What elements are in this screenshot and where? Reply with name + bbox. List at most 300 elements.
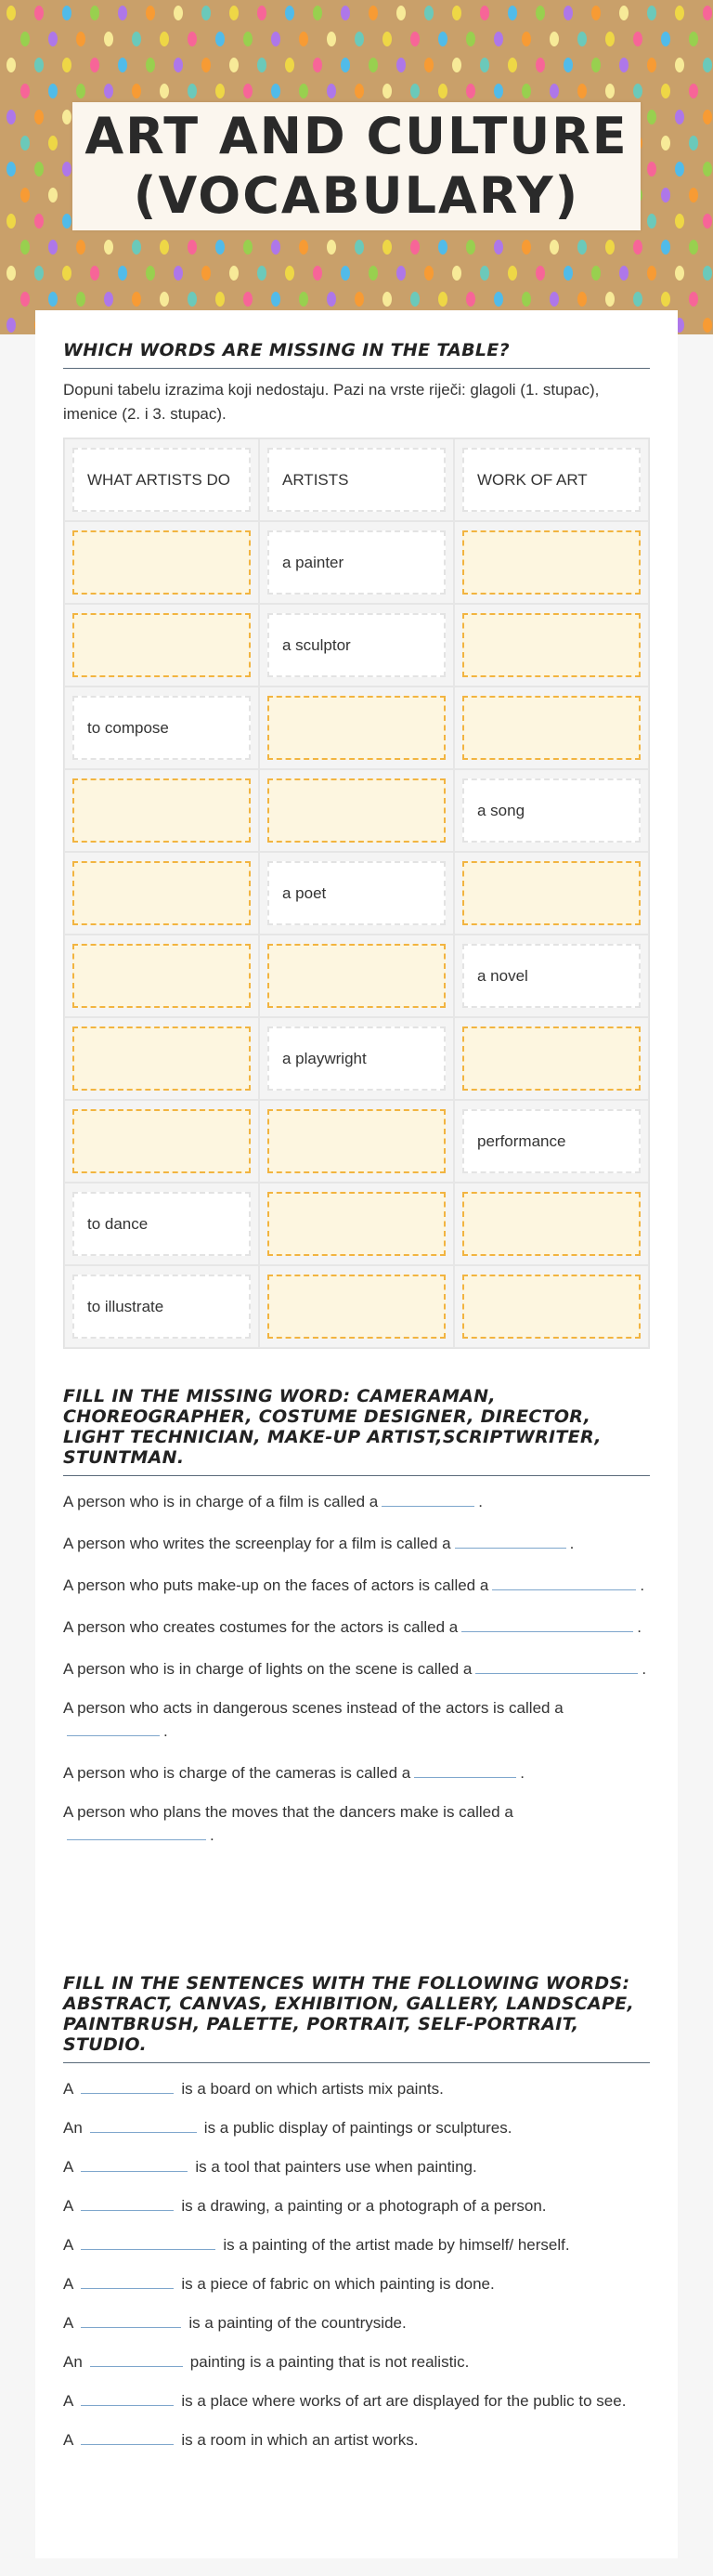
sentence <box>63 1698 650 1742</box>
dot <box>410 292 420 307</box>
dot <box>452 58 461 72</box>
dot <box>48 136 58 150</box>
section-missing-word <box>63 1386 650 1864</box>
table-row <box>64 1017 649 1100</box>
dot <box>118 6 127 20</box>
dot <box>675 162 684 177</box>
column-header: WHAT ARTISTS DO <box>72 448 251 512</box>
dot <box>174 266 183 281</box>
sentence-start: A <box>63 2314 74 2332</box>
dot <box>243 32 253 46</box>
table-cell <box>454 686 649 769</box>
answer-blank[interactable] <box>81 2271 174 2289</box>
table-cell <box>259 438 454 521</box>
dot <box>215 292 225 307</box>
dot <box>104 32 113 46</box>
sentence <box>63 2271 650 2295</box>
column-header: ARTISTS <box>267 448 446 512</box>
table-row <box>64 1100 649 1183</box>
dot <box>633 32 642 46</box>
dot <box>661 84 670 98</box>
dot <box>703 110 712 124</box>
answer-blank[interactable] <box>455 1531 566 1549</box>
dot <box>410 240 420 255</box>
answer-blank[interactable] <box>492 1573 636 1590</box>
dot <box>285 266 294 281</box>
dot <box>34 110 44 124</box>
dot <box>438 84 447 98</box>
dot <box>494 292 503 307</box>
sentence-start: A <box>63 2431 74 2449</box>
dot <box>369 6 378 20</box>
dot <box>508 58 517 72</box>
dot <box>62 6 71 20</box>
dot <box>591 6 601 20</box>
sentence <box>63 1531 650 1554</box>
dot <box>689 292 698 307</box>
section1-heading: WHICH WORDS ARE MISSING IN THE TABLE? <box>63 340 650 369</box>
dot <box>188 84 197 98</box>
table-row <box>64 1183 649 1265</box>
dot <box>76 292 85 307</box>
dot <box>118 58 127 72</box>
dot <box>299 292 308 307</box>
table-cell <box>454 1100 649 1183</box>
dot <box>605 292 615 307</box>
dot <box>341 6 350 20</box>
dot <box>633 292 642 307</box>
answer-blank[interactable] <box>81 2076 174 2094</box>
column-header: WORK OF ART <box>462 448 641 512</box>
dot <box>633 240 642 255</box>
section-table <box>63 340 650 1349</box>
table-cell <box>259 935 454 1017</box>
dot <box>90 58 99 72</box>
sentence-text: A person who is charge of the cameras is called a <box>63 1764 411 1782</box>
dot <box>619 6 629 20</box>
dot <box>466 292 475 307</box>
dot <box>564 6 573 20</box>
dot <box>703 318 712 333</box>
dot <box>146 266 155 281</box>
dot <box>132 84 141 98</box>
dot <box>522 292 531 307</box>
table-cell <box>454 604 649 686</box>
answer-blank[interactable] <box>81 2193 174 2211</box>
sentence <box>63 2310 650 2334</box>
table-cell <box>64 1183 259 1265</box>
dot <box>174 6 183 20</box>
dot <box>34 58 44 72</box>
dot <box>536 58 545 72</box>
answer-blank[interactable] <box>67 1823 206 1840</box>
dot <box>160 240 169 255</box>
sentence-text: painting is a painting that is not realistic. <box>189 2353 470 2371</box>
given-word: performance <box>462 1109 641 1173</box>
sentence-start: A <box>63 2236 74 2254</box>
dot <box>146 58 155 72</box>
dot <box>410 84 420 98</box>
table-cell <box>454 935 649 1017</box>
table-cell <box>259 1183 454 1265</box>
dot <box>160 84 169 98</box>
dot <box>34 6 44 20</box>
dot <box>160 32 169 46</box>
sentence-end: . <box>637 1618 642 1636</box>
dot <box>703 162 712 177</box>
table-cell <box>259 1100 454 1183</box>
dot <box>48 188 58 203</box>
answer-box[interactable] <box>72 613 251 677</box>
dot <box>424 266 434 281</box>
dot <box>577 240 587 255</box>
dot <box>661 136 670 150</box>
sentence <box>63 1760 650 1784</box>
sentence-start: A <box>63 2197 74 2215</box>
given-word: a poet <box>267 861 446 925</box>
dot <box>703 6 712 20</box>
table-row <box>64 1265 649 1348</box>
sentence <box>63 2154 650 2177</box>
dot <box>174 58 183 72</box>
sentence-text: is a board on which artists mix paints. <box>181 2080 444 2098</box>
dot <box>271 84 280 98</box>
dot <box>62 110 71 124</box>
dot <box>201 266 211 281</box>
sentence <box>63 2349 650 2373</box>
dot <box>271 240 280 255</box>
sentence-end: . <box>478 1493 483 1510</box>
dot <box>647 58 656 72</box>
dot <box>647 162 656 177</box>
dot <box>62 58 71 72</box>
answer-box[interactable] <box>72 530 251 595</box>
answer-box[interactable] <box>462 696 641 760</box>
dot <box>577 32 587 46</box>
answer-blank[interactable] <box>90 2115 197 2133</box>
dot <box>299 32 308 46</box>
table-cell <box>259 604 454 686</box>
dot <box>188 32 197 46</box>
sentence <box>63 1656 650 1680</box>
dot <box>466 240 475 255</box>
table-row <box>64 604 649 686</box>
dot <box>257 58 266 72</box>
dot <box>647 6 656 20</box>
table-cell <box>64 1017 259 1100</box>
dot <box>703 266 712 281</box>
dot <box>550 292 559 307</box>
answer-blank[interactable] <box>81 2388 174 2406</box>
dot <box>675 6 684 20</box>
dot <box>382 32 392 46</box>
dot <box>577 84 587 98</box>
section3-heading: FILL IN THE SENTENCES WITH THE FOLLOWING WORDS: ABSTRACT, CANVAS, EXHIBITION, GALLERY, LANDSCAPE, PAINTBRUSH, PALETTE, PORTRAIT, SELF-PORTRAIT, STUDIO. <box>63 1973 650 2063</box>
answer-blank[interactable] <box>414 1760 516 1778</box>
answer-blank[interactable] <box>382 1489 474 1507</box>
dot <box>48 84 58 98</box>
sentence-start: A <box>63 2275 74 2293</box>
dot <box>466 32 475 46</box>
answer-box[interactable] <box>267 1109 446 1173</box>
sentence-text: A person who plans the moves that the dancers make is called a <box>63 1803 513 1821</box>
dot <box>369 58 378 72</box>
dot <box>243 84 253 98</box>
dot <box>703 214 712 229</box>
dot <box>675 266 684 281</box>
page-title-line2: (VOCABULARY) <box>133 166 580 225</box>
answer-blank[interactable] <box>81 2427 174 2445</box>
given-word: a song <box>462 778 641 843</box>
dot <box>536 6 545 20</box>
given-word: a sculptor <box>267 613 446 677</box>
dot <box>229 6 239 20</box>
table-cell <box>64 935 259 1017</box>
table-row <box>64 686 649 769</box>
dot <box>647 110 656 124</box>
dot <box>146 6 155 20</box>
dot <box>285 58 294 72</box>
table-row <box>64 521 649 604</box>
answer-box[interactable] <box>462 1275 641 1339</box>
dot <box>6 162 16 177</box>
answer-blank[interactable] <box>67 1719 160 1736</box>
dot <box>48 292 58 307</box>
sentence-text: A person who puts make-up on the faces of actors is called a <box>63 1576 489 1594</box>
dot <box>382 292 392 307</box>
answer-box[interactable] <box>267 944 446 1008</box>
dot <box>62 162 71 177</box>
answer-box[interactable] <box>267 1275 446 1339</box>
dot <box>508 6 517 20</box>
dot <box>243 240 253 255</box>
answer-box[interactable] <box>462 861 641 925</box>
table-cell <box>64 521 259 604</box>
section2-heading: FILL IN THE MISSING WORD: CAMERAMAN, CHOREOGRAPHER, COSTUME DESIGNER, DIRECTOR, LIGHT TECHNICIAN, MAKE-UP ARTIST,SCRIPTWRITER, STUNTMAN. <box>63 1386 650 1476</box>
sentence-end: . <box>642 1660 647 1678</box>
answer-box[interactable] <box>267 778 446 843</box>
dot <box>6 58 16 72</box>
dot <box>76 32 85 46</box>
sentence-text: A person who is in charge of a film is called a <box>63 1493 379 1510</box>
dot <box>647 266 656 281</box>
dot <box>34 214 44 229</box>
dot <box>355 84 364 98</box>
dot <box>201 6 211 20</box>
dot <box>452 266 461 281</box>
dot <box>355 240 364 255</box>
dot <box>299 240 308 255</box>
dot <box>229 266 239 281</box>
answer-box[interactable] <box>462 613 641 677</box>
dot <box>299 84 308 98</box>
dot <box>661 188 670 203</box>
dot <box>661 32 670 46</box>
dot <box>355 32 364 46</box>
table-row <box>64 935 649 1017</box>
given-word: a novel <box>462 944 641 1008</box>
answer-box[interactable] <box>72 1109 251 1173</box>
table-cell <box>259 852 454 935</box>
dot <box>647 214 656 229</box>
dot <box>675 58 684 72</box>
dot <box>591 266 601 281</box>
table-cell <box>64 852 259 935</box>
answer-box[interactable] <box>72 778 251 843</box>
dot <box>20 136 30 150</box>
answer-box[interactable] <box>267 696 446 760</box>
dot <box>522 84 531 98</box>
answer-blank[interactable] <box>461 1615 633 1632</box>
given-word: to dance <box>72 1192 251 1256</box>
dot <box>661 240 670 255</box>
table-cell <box>64 604 259 686</box>
sentence <box>63 1573 650 1596</box>
sentence-start: A <box>63 2080 74 2098</box>
dot <box>480 6 489 20</box>
table-cell <box>259 769 454 852</box>
dot <box>20 292 30 307</box>
dot <box>480 58 489 72</box>
dot <box>661 292 670 307</box>
dot <box>550 84 559 98</box>
dot <box>410 32 420 46</box>
answer-blank[interactable] <box>81 2310 181 2328</box>
table-cell <box>259 1265 454 1348</box>
given-word: a playwright <box>267 1026 446 1091</box>
answer-box[interactable] <box>72 1026 251 1091</box>
sentence-end: . <box>210 1826 214 1844</box>
dot <box>341 266 350 281</box>
dot <box>76 84 85 98</box>
dot <box>452 6 461 20</box>
dot <box>201 58 211 72</box>
dot <box>564 266 573 281</box>
dot <box>132 292 141 307</box>
dot <box>104 84 113 98</box>
dot <box>605 84 615 98</box>
dot <box>257 266 266 281</box>
dot <box>6 6 16 20</box>
dot <box>438 292 447 307</box>
sentence <box>63 2232 650 2256</box>
answer-blank[interactable] <box>81 2232 215 2250</box>
dot <box>188 240 197 255</box>
sentence-text: is a piece of fabric on which painting is done. <box>181 2275 495 2293</box>
answer-box[interactable] <box>462 530 641 595</box>
sentence-text: is a tool that painters use when painting. <box>195 2158 477 2176</box>
dot <box>6 110 16 124</box>
dot <box>104 240 113 255</box>
sentence <box>63 2427 650 2451</box>
sentence-end: . <box>640 1576 645 1594</box>
dot <box>34 162 44 177</box>
sentence <box>63 2388 650 2412</box>
dot <box>34 266 44 281</box>
table-row <box>64 769 649 852</box>
sentence <box>63 2115 650 2138</box>
sentence-text: A person who creates costumes for the actors is called a <box>63 1618 459 1636</box>
dot <box>508 266 517 281</box>
dot <box>313 6 322 20</box>
title-box <box>72 102 641 230</box>
dot <box>438 240 447 255</box>
sentence-start: An <box>63 2119 83 2137</box>
table-cell <box>454 1183 649 1265</box>
worksheet-card <box>35 310 678 2558</box>
dot <box>382 240 392 255</box>
table-header-row <box>64 438 649 521</box>
dot <box>605 240 615 255</box>
dot <box>689 240 698 255</box>
dot <box>90 266 99 281</box>
answer-blank[interactable] <box>475 1656 638 1674</box>
sentence-text: A person who is in charge of lights on the scene is called a <box>63 1660 473 1678</box>
table-cell <box>454 438 649 521</box>
dot <box>619 58 629 72</box>
dot <box>327 84 336 98</box>
answer-box[interactable] <box>462 1192 641 1256</box>
dot <box>689 136 698 150</box>
dot <box>341 58 350 72</box>
dot <box>313 266 322 281</box>
table-cell <box>64 769 259 852</box>
dot <box>118 266 127 281</box>
answer-blank[interactable] <box>90 2349 183 2367</box>
dot <box>6 214 16 229</box>
dot <box>62 214 71 229</box>
table-cell <box>64 686 259 769</box>
table-cell <box>454 1017 649 1100</box>
table-cell <box>454 521 649 604</box>
dot <box>689 32 698 46</box>
dot <box>619 266 629 281</box>
table-cell <box>454 852 649 935</box>
answer-box[interactable] <box>72 944 251 1008</box>
answer-box[interactable] <box>72 861 251 925</box>
dot <box>369 266 378 281</box>
dot <box>313 58 322 72</box>
given-word: a painter <box>267 530 446 595</box>
dot <box>577 292 587 307</box>
sentence-text: is a room in which an artist works. <box>181 2431 419 2449</box>
answer-box[interactable] <box>462 1026 641 1091</box>
section-fill-sentences <box>63 1973 650 2466</box>
dot <box>104 292 113 307</box>
dot <box>20 32 30 46</box>
dot <box>229 58 239 72</box>
dot <box>591 58 601 72</box>
dot <box>327 292 336 307</box>
answer-box[interactable] <box>267 1192 446 1256</box>
dot <box>6 266 16 281</box>
dot <box>132 32 141 46</box>
sentence-text: is a painting of the artist made by himself/ herself. <box>223 2236 570 2254</box>
table-cell <box>64 1100 259 1183</box>
answer-blank[interactable] <box>81 2154 188 2172</box>
dot <box>188 292 197 307</box>
dot <box>243 292 253 307</box>
dot <box>480 266 489 281</box>
table-cell <box>259 686 454 769</box>
dot <box>424 58 434 72</box>
sentence <box>63 1615 650 1638</box>
given-word: to compose <box>72 696 251 760</box>
dot <box>689 188 698 203</box>
dot <box>20 84 30 98</box>
dot <box>20 240 30 255</box>
dot <box>438 32 447 46</box>
